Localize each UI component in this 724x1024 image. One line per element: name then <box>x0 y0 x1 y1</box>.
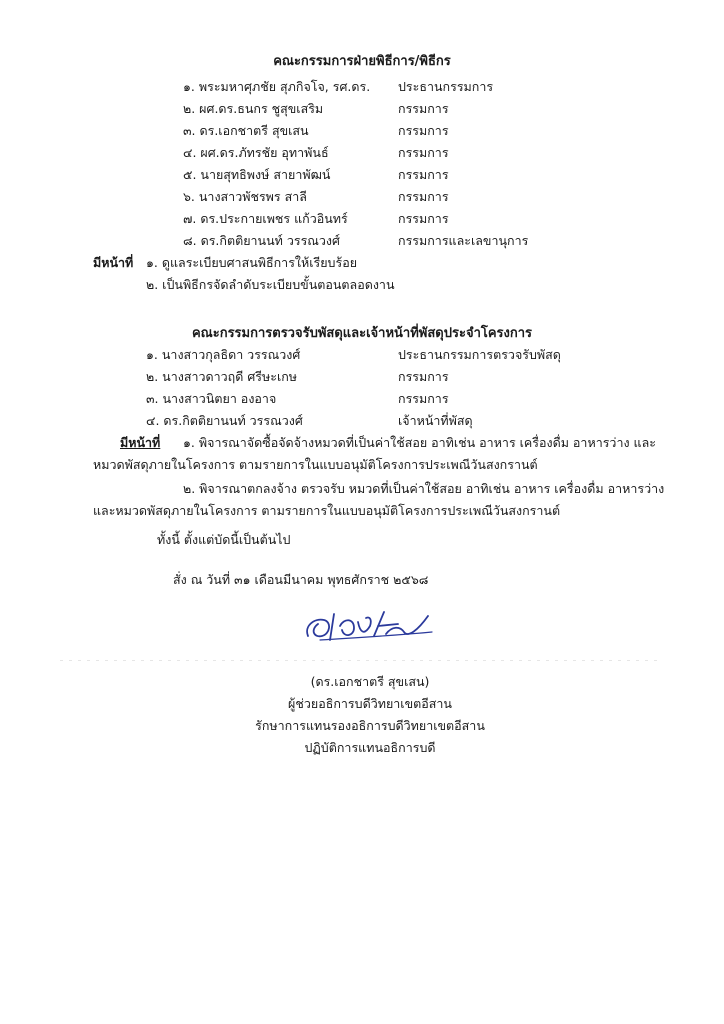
signatory-title-2: รักษาการแทนรองอธิการบดีวิทยาเขตอีสาน <box>255 718 485 733</box>
committee2-member-role: ประธานกรรมการตรวจรับพัสดุ <box>398 347 561 362</box>
committee2-member-name: ๒. นางสาวดาวฤดี ศรีษะเกษ <box>146 369 298 384</box>
committee2-duty1-line2: หมวดพัสดุภายในโครงการ ตามรายการในแบบอนุมัติโครงการประเพณีวันสงกรานต์ <box>93 457 538 472</box>
signatory-title-3: ปฏิบัติการแทนอธิการบดี <box>304 740 436 755</box>
committee1-member-role: กรรมการ <box>398 101 449 116</box>
committee2-member-role: เจ้าหน้าที่พัสดุ <box>398 413 473 428</box>
committee1-member-role: กรรมการ <box>398 167 449 182</box>
committee1-duty-item: ๑. ดูแลระเบียบศาสนพิธีการให้เรียบร้อย <box>146 255 358 270</box>
committee2-duty1-line1: ๑. พิจารณาจัดซื้อจัดจ้างหมวดที่เป็นค่าใช้สอย อาทิเช่น อาหาร เครื่องดื่ม อาหารว่าง และ <box>183 435 656 450</box>
committee1-member-name: ๕. นายสุทธิพงษ์ สายาพัฒน์ <box>183 167 331 182</box>
committee1-member-name: ๘. ดร.กิตติยานนท์ วรรณวงศ์ <box>183 233 340 248</box>
committee2-member-role: กรรมการ <box>398 369 449 384</box>
committee1-member-name: ๒. ผศ.ดร.ธนกร ชูสุขเสริม <box>183 101 324 116</box>
committee1-member-name: ๔. ผศ.ดร.ภัทรชัย อุทาพันธ์ <box>183 145 329 160</box>
signatory-title-1: ผู้ช่วยอธิการบดีวิทยาเขตอีสาน <box>288 696 452 711</box>
committee1-member-role: กรรมการ <box>398 211 449 226</box>
committee1-title: คณะกรรมการฝ่ายพิธีการ/พิธีกร <box>273 54 451 69</box>
committee2-duty2-line1: ๒. พิจารณาตกลงจ้าง ตรวจรับ หมวดที่เป็นค่าใช้สอย อาทิเช่น อาหาร เครื่องดื่ม อาหารว่าง <box>183 481 665 496</box>
order-date: สั่ง ณ วันที่ ๓๑ เดือนมีนาคม พุทธศักราช ๒๕๖๘ <box>173 572 429 587</box>
committee2-member-name: ๔. ดร.กิตติยานนท์ วรรณวงศ์ <box>146 413 303 428</box>
effective-statement: ทั้งนี้ ตั้งแต่บัดนี้เป็นต้นไป <box>157 532 291 547</box>
committee1-member-name: ๗. ดร.ประกายเพชร แก้วอินทร์ <box>183 211 348 226</box>
committee1-member-role: กรรมการ <box>398 123 449 138</box>
committee1-member-role: กรรมการ <box>398 145 449 160</box>
signatory-name: (ดร.เอกชาตรี สุขเสน) <box>310 674 430 689</box>
committee1-member-name: ๓. ดร.เอกชาตรี สุขเสน <box>183 123 309 138</box>
committee1-member-role: กรรมการ <box>398 189 449 204</box>
committee2-member-name: ๓. นางสาวนิตยา องอาจ <box>146 391 277 406</box>
committee2-duty2-line2: และหมวดพัสดุภายในโครงการ ตามรายการในแบบอนุมัติโครงการประเพณีวันสงกรานต์ <box>93 503 561 518</box>
scan-speckle-line <box>60 660 660 661</box>
committee1-duty-item: ๒. เป็นพิธีกรจัดลำดับระเบียบขั้นตอนตลอดงาน <box>146 277 395 292</box>
committee1-member-name: ๑. พระมหาศุภชัย สุภกิจโจ, รศ.ดร. <box>183 79 371 94</box>
committee2-member-name: ๑. นางสาวกุลธิดา วรรณวงศ์ <box>146 347 301 362</box>
committee2-title: คณะกรรมการตรวจรับพัสดุและเจ้าหน้าที่พัสดุประจำโครงการ <box>191 326 533 341</box>
committee1-duty-label: มีหน้าที่ <box>93 255 134 270</box>
committee2-duty-label: มีหน้าที่ <box>120 435 161 450</box>
committee2-member-role: กรรมการ <box>398 391 449 406</box>
committee1-member-role: ประธานกรรมการ <box>398 79 494 94</box>
handwritten-signature <box>300 596 440 656</box>
committee1-member-role: กรรมการและเลขานุการ <box>398 233 529 248</box>
committee1-member-name: ๖. นางสาวพัชรพร สาลี <box>183 189 307 204</box>
